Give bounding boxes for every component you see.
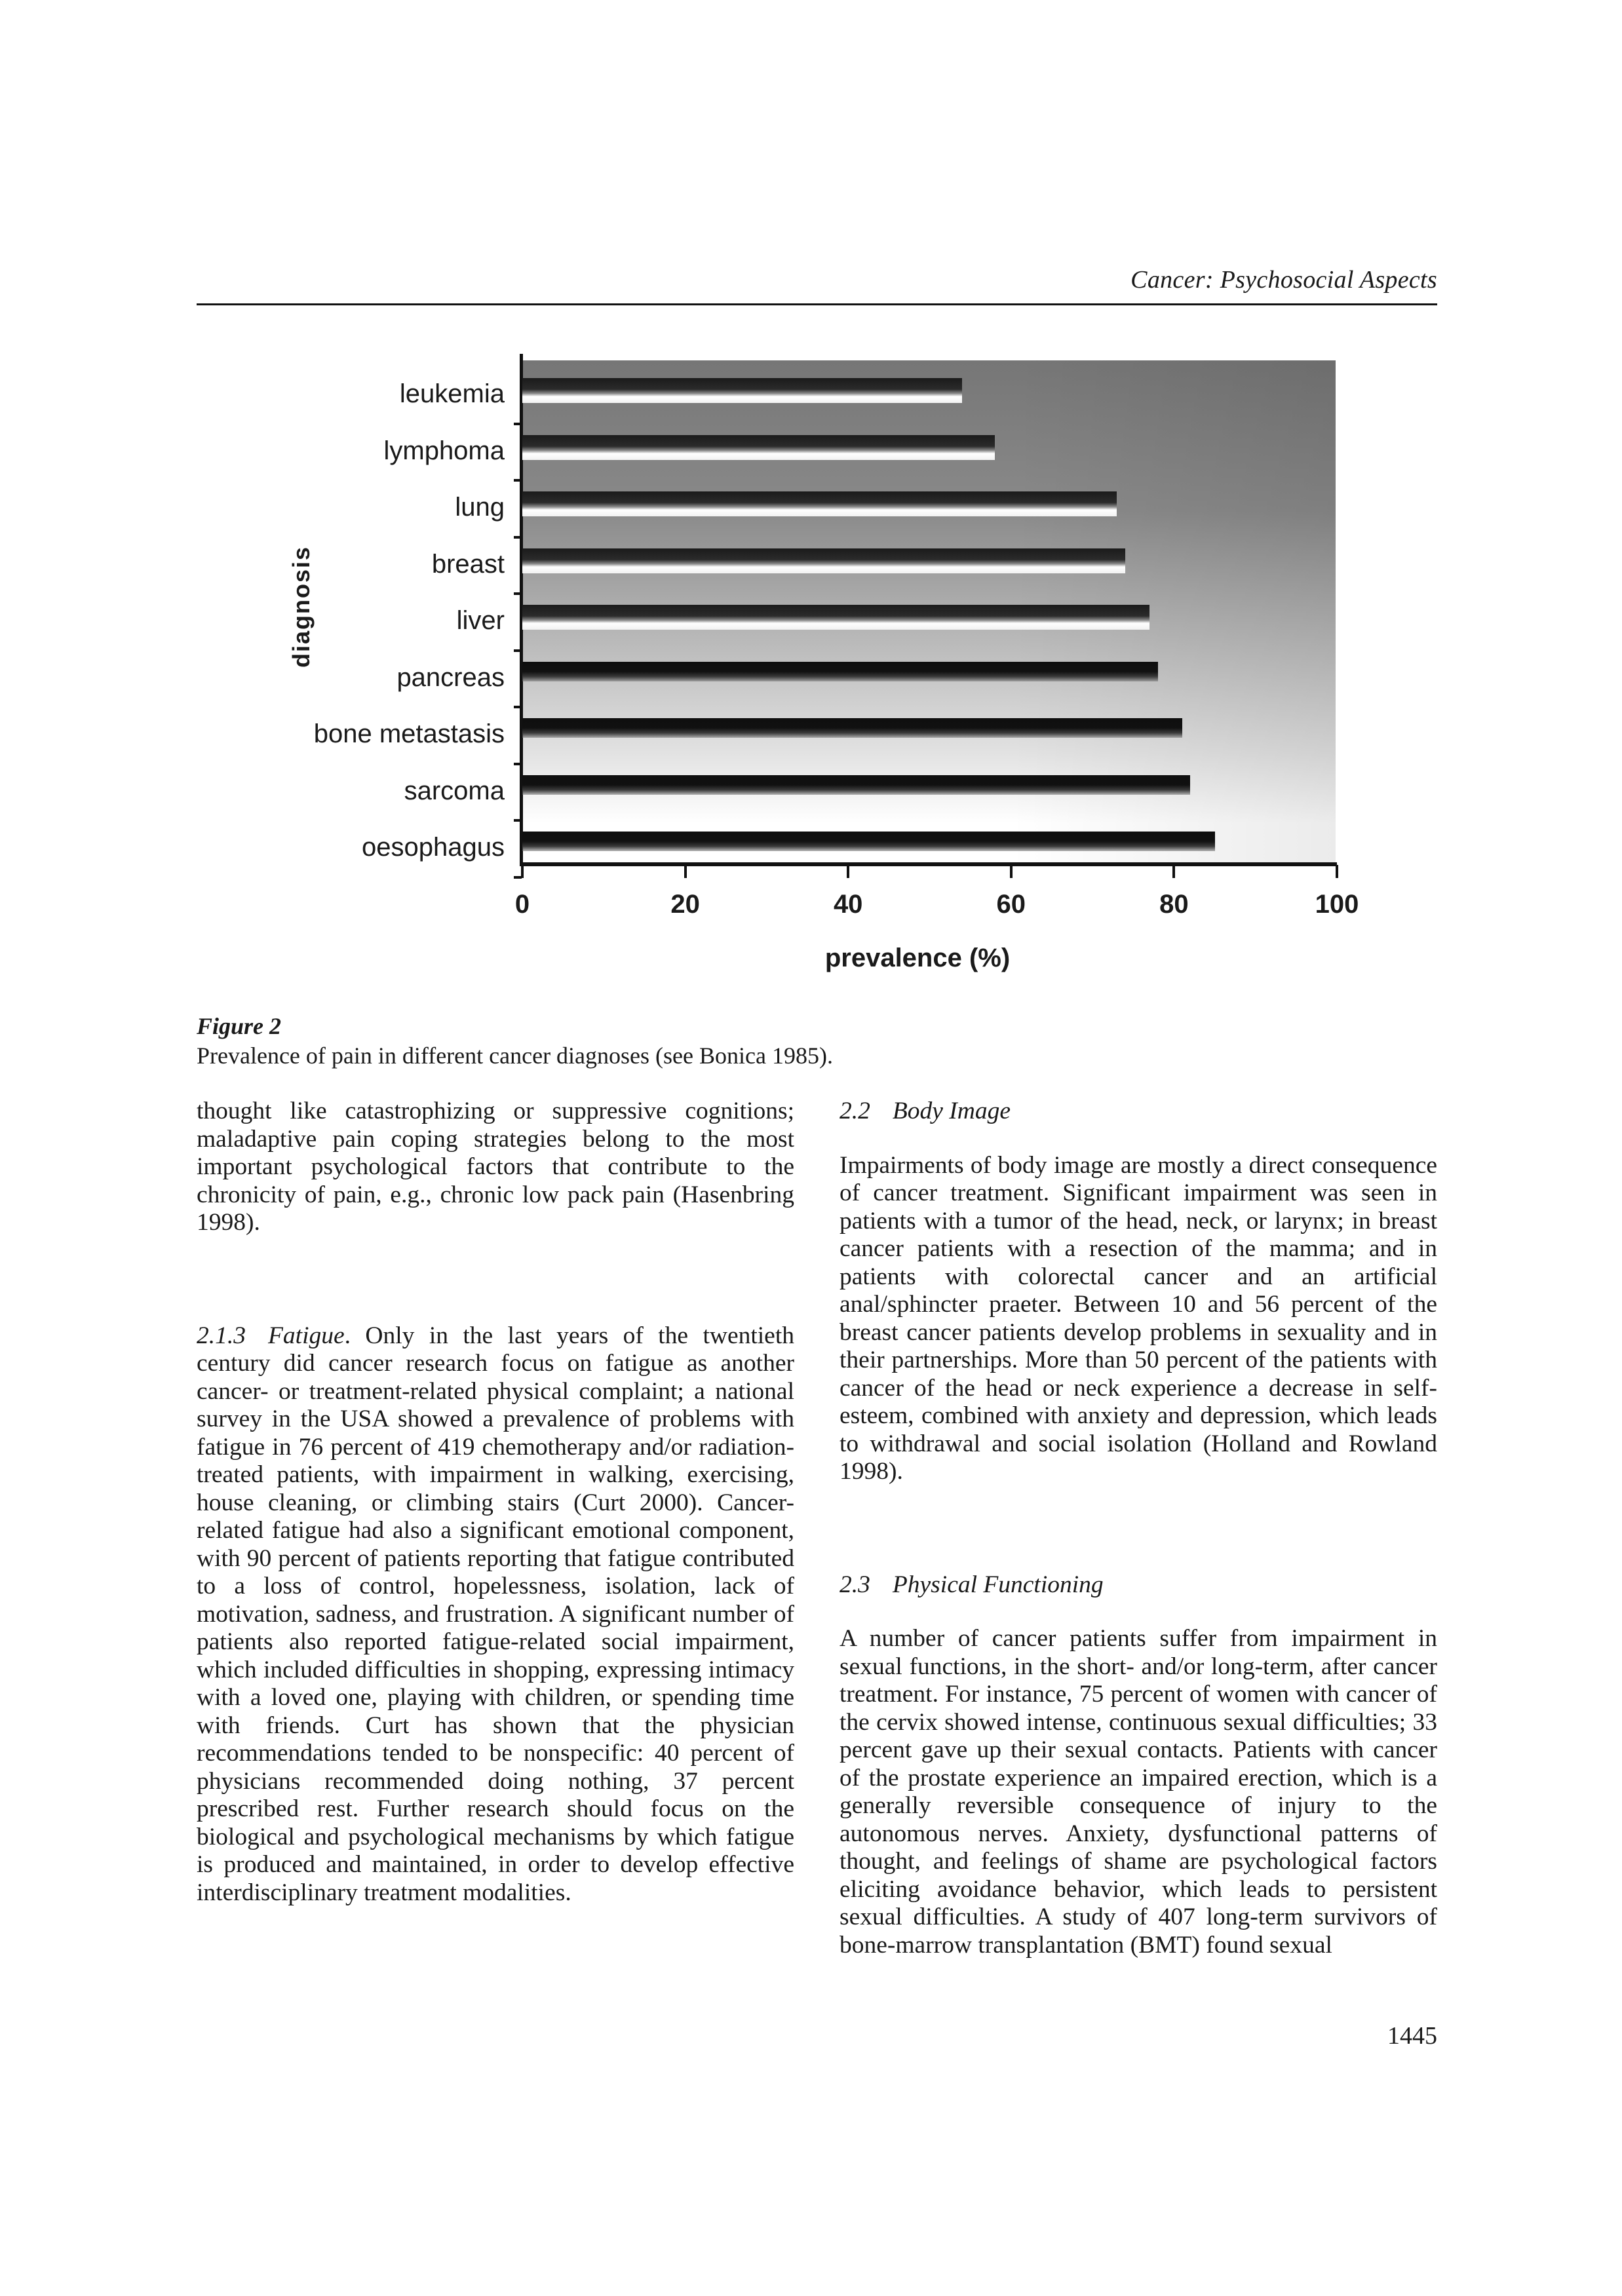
y-tick: [514, 706, 522, 708]
x-tick-label: 20: [670, 890, 700, 919]
x-tick: [1172, 865, 1175, 878]
y-tick: [514, 423, 522, 425]
paragraph: A number of cancer patients suffer from impairment in sexual functions, in the short- and/or long-term, after cancer treatment. For instance, 75 percent of women with cancer of the cervix showed intense, continuous sexual difficulties; 33 percent gave up their sexual contacts. Patients with cancer of the prostate experience an impaired erection, which is a generally reversible consequence of injury to the autonomous nerves. Anxiety, dysfunctional patterns of thought, and feelings of shame are psychological factors eliciting avoidance behavior, which leads to persistent sexual difficulties. A study of 407 long-term survivors of bone-marrow transplantation (BMT) found sexual: [840, 1625, 1437, 1959]
category-label: pancreas: [396, 662, 505, 692]
bar: [522, 775, 1190, 795]
x-axis-title: prevalence (%): [824, 944, 1011, 972]
section-number: 2.3: [840, 1571, 870, 1598]
subsection-number: 2.1.3: [197, 1322, 246, 1349]
paragraph-fatigue: [197, 1322, 794, 1907]
bar: [522, 435, 995, 460]
figure-label: Figure 2: [197, 1013, 282, 1039]
bar: [522, 718, 1182, 738]
paragraph: thought like catastrophizing or suppressive cognitions; maladaptive pain coping strategies belong to the most important psychological factors that contribute to the chronicity of pain, e.g., chronic low pack pain (Hasenbring 1998).: [197, 1098, 794, 1236]
left-column: [197, 1098, 794, 1907]
x-axis: [520, 862, 1337, 866]
section-heading: [840, 1098, 1437, 1126]
category-label: lymphoma: [383, 436, 505, 465]
x-tick-label: 80: [1159, 890, 1189, 919]
bar: [522, 378, 962, 403]
x-tick-label: 40: [833, 890, 863, 919]
category-label: liver: [456, 606, 505, 636]
y-tick: [514, 592, 522, 595]
y-axis-title: diagnosis: [288, 545, 315, 668]
category-label: leukemia: [399, 379, 505, 409]
right-column: [840, 1098, 1437, 1959]
y-tick: [514, 479, 522, 482]
section-heading: [840, 1571, 1437, 1599]
category-label: oesophagus: [362, 833, 505, 862]
x-tick-label: 0: [514, 890, 530, 919]
bar-chart: [249, 354, 1402, 1009]
x-tick: [521, 865, 524, 878]
bar: [522, 662, 1158, 681]
category-label: lung: [455, 493, 505, 522]
bar: [522, 832, 1215, 851]
y-tick: [514, 649, 522, 652]
bar: [522, 605, 1149, 630]
subsection-title: Fatigue: [268, 1322, 345, 1349]
category-label: bone metastasis: [313, 719, 505, 749]
section-title: Body Image: [892, 1098, 1011, 1124]
category-label: sarcoma: [404, 776, 505, 805]
x-tick: [847, 865, 849, 878]
y-tick: [514, 763, 522, 765]
page-number: 1445: [1387, 2022, 1437, 2050]
x-tick: [1010, 865, 1013, 878]
y-tick: [514, 536, 522, 539]
paragraph: Impairments of body image are mostly a direct consequence of cancer treatment. Significant impairment was seen in patients with a tumor of the head, neck, or larynx; in breast cancer patients with a resection of the mamma; and in patients with colorectal cancer and an artificial anal/sphincter praeter. Between 10 and 56 percent of the breast cancer patients develop problems in sexuality and in their partnerships. More than 50 percent of the patients with cancer of the head or neck experience a decrease in self-esteem, combined with anxiety and depression, which leads to withdrawal and social isolation (Holland and Rowland 1998).: [840, 1151, 1437, 1485]
figure-caption: Prevalence of pain in different cancer diagnoses (see Bonica 1985).: [197, 1043, 833, 1069]
y-tick: [514, 819, 522, 822]
category-label: breast: [431, 549, 505, 579]
running-head: Cancer: Psychosocial Aspects: [1130, 266, 1437, 294]
section-number: 2.2: [840, 1098, 870, 1124]
bar: [522, 491, 1117, 516]
bar: [522, 548, 1125, 573]
section-title: Physical Functioning: [892, 1571, 1104, 1598]
x-tick: [1336, 865, 1338, 878]
paragraph-text: . Only in the last years of the twentieth century did cancer research focus on fatigue as another cancer- or treatment-related physical complaint; a national survey in the USA showed a prevalence of problems with fatigue in 76 percent of 419 chemotherapy and/or radiation-treated patients, with impairment in walking, exercising, house cleaning, or climbing stairs (Curt 2000). Cancer-related fatigue had also a significant emotional component, with 90 percent of patients reporting that fatigue contributed to a loss of control, hopelessness, isolation, lack of motivation, sadness, and frustration. A significant number of patients also reported fatigue-related social impairment, which included difficulties in shopping, expressing intimacy with a loved one, playing with children, or spending time with friends. Curt has shown that the physician recommendations tended to be nonspecific: 40 percent of physicians recommended doing nothing, 37 percent prescribed rest. Further research should focus on the biological and psychological mechanisms by which fatigue is produced and maintained, in order to develop effective interdisciplinary treatment modalities.: [197, 1322, 794, 1906]
x-tick: [684, 865, 687, 878]
x-tick-label: 100: [1315, 890, 1359, 919]
header-rule: [197, 303, 1437, 305]
x-tick-label: 60: [996, 890, 1026, 919]
